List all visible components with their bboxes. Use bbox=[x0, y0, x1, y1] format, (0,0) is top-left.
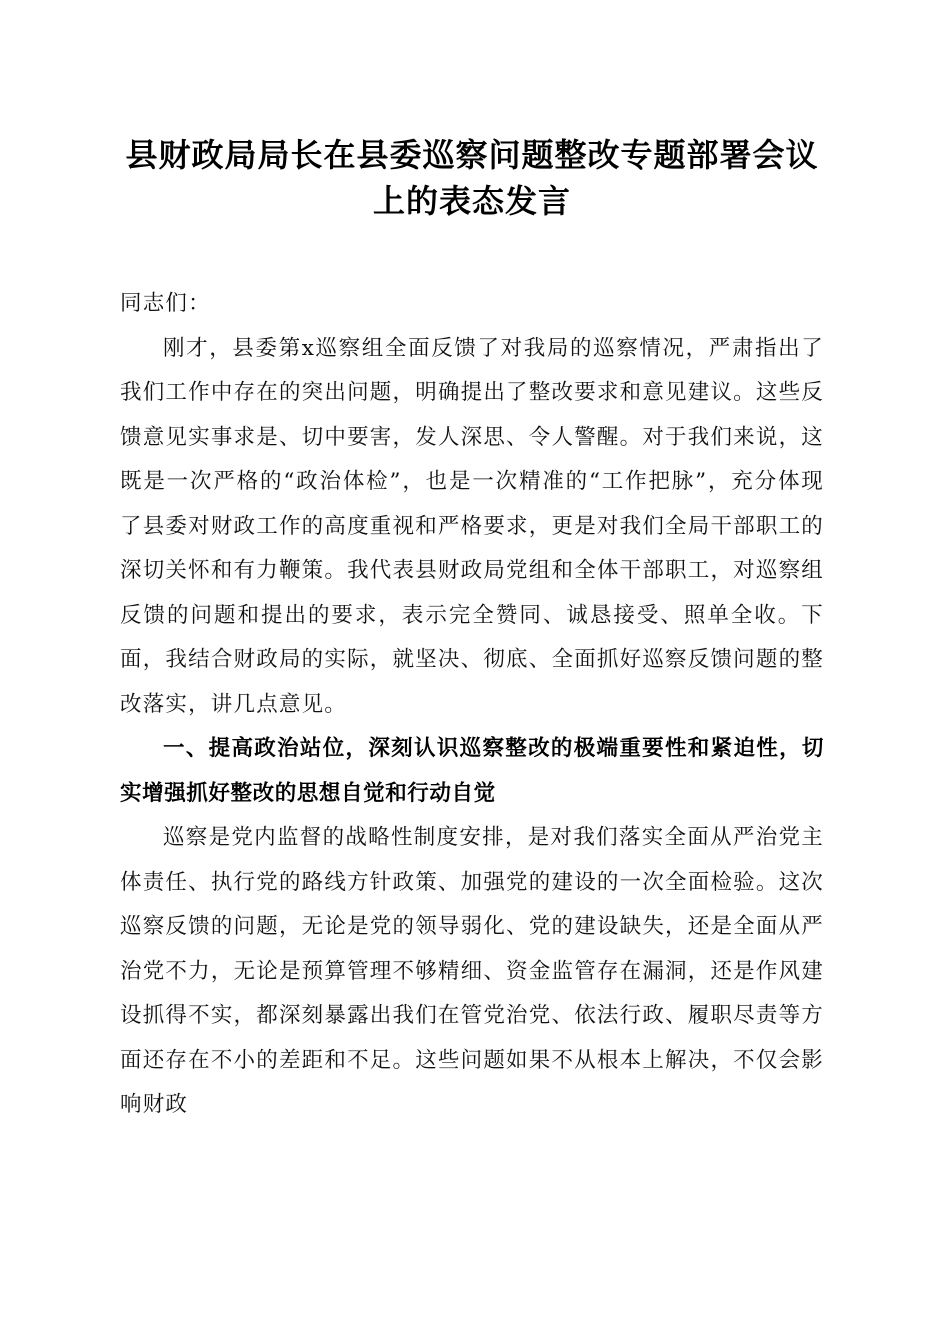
salutation: 同志们： bbox=[120, 291, 211, 316]
document-title: 县财政局局长在县委巡察问题整改专题部署会议上的表态发言 bbox=[125, 136, 819, 220]
section-paragraph-1: 巡察是党内监督的战略性制度安排，是对我们落实全面从严治党主体责任、执行党的路线方针政策、加强党的建设的一次全面检验。这次巡察反馈的问题，无论是党的领导弱化、党的建设缺失，还是全面从严治党不力，无论是预算管理不够精细、资金监管存在漏洞，还是作风建设抓得不实，都深刻暴露出我们在管党治党、依法行政、履职尽责等方面还存在不小的差距和不足。这些问题如果不从根本上解决，不仅会影响财政 bbox=[120, 825, 824, 1117]
section-heading-1: 一、提高政治站位，深刻认识巡察整改的极端重要性和紧迫性，切实增强抓好整改的思想自觉和行动自觉 bbox=[120, 736, 824, 806]
opening-paragraph: 刚才，县委第x巡察组全面反馈了对我局的巡察情况，严肃指出了我们工作中存在的突出问题，明确提出了整改要求和意见建议。这些反馈意见实事求是、切中要害，发人深思、令人警醒。对于我们来说，这既是一次严格的“政治体检”，也是一次精准的“工作把脉”，充分体现了县委对财政工作的高度重视和严格要求，更是对我们全局干部职工的深切关怀和有力鞭策。我代表县财政局党组和全体干部职工，对巡察组反馈的问题和提出的要求，表示完全赞同、诚恳接受、照单全收。下面，我结合财政局的实际，就坚决、彻底、全面抓好巡察反馈问题的整改落实，讲几点意见。 bbox=[120, 335, 824, 717]
document-body bbox=[120, 282, 824, 1128]
